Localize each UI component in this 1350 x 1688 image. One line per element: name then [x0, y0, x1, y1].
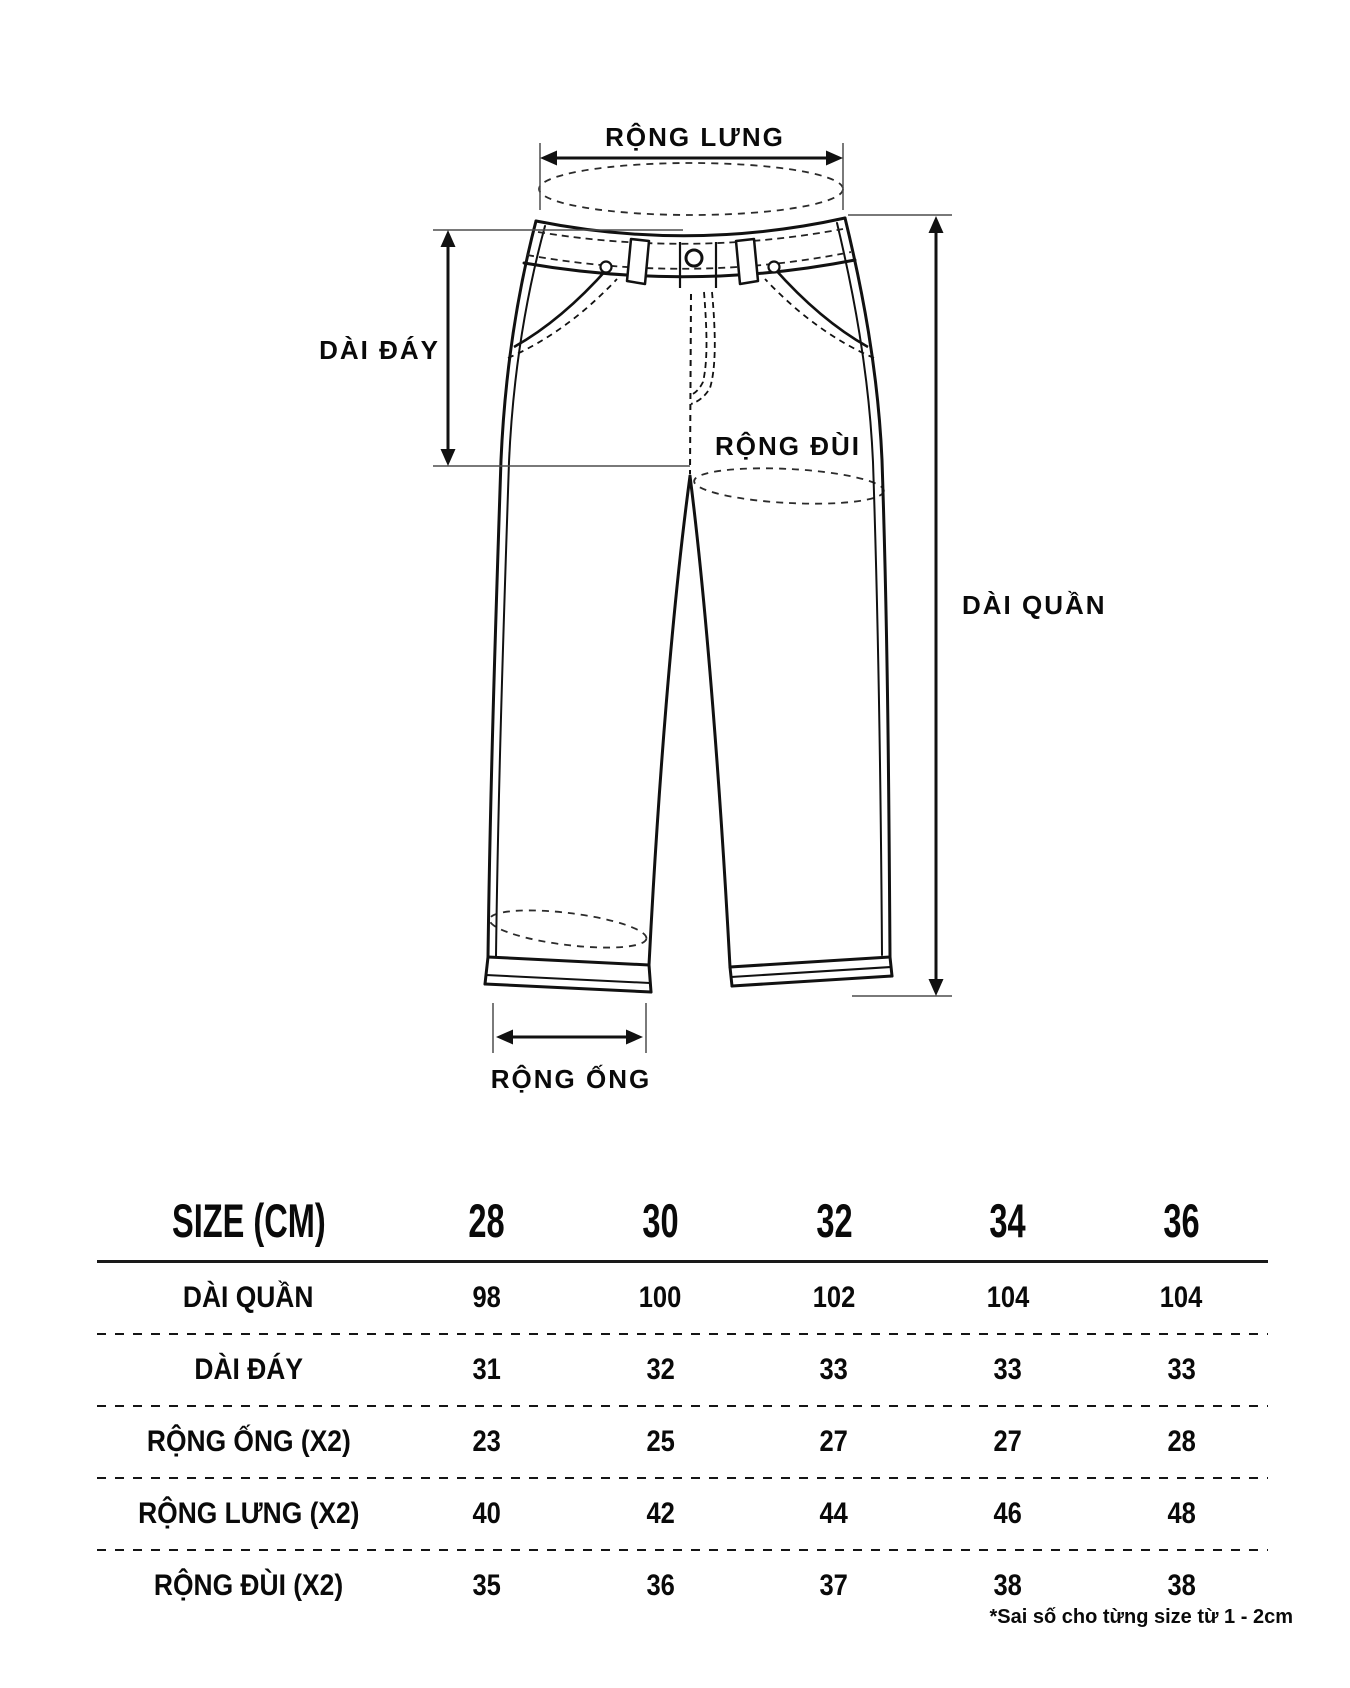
- cell-value: 102: [812, 1281, 856, 1314]
- table-row-rise-length: [97, 1335, 1268, 1405]
- table-row-pants-length: [97, 1263, 1268, 1333]
- size-34-header: 34: [989, 1195, 1026, 1248]
- cell-value: 25: [646, 1425, 675, 1458]
- size-30-header: 30: [642, 1195, 679, 1248]
- cell-value: 38: [1167, 1569, 1196, 1602]
- cell-value: 32: [646, 1353, 675, 1386]
- row-label: RỘNG ĐÙI (X2): [153, 1569, 344, 1602]
- fly-j-stitch: [691, 292, 707, 395]
- belt-loop-right: [736, 239, 758, 284]
- waist-width-label: RỘNG LƯNG: [605, 122, 785, 152]
- size-column-header: SIZE (CM): [171, 1195, 326, 1248]
- belt-loop-left: [627, 239, 649, 284]
- tolerance-footnote: *Sai số cho từng size từ 1 - 2cm: [989, 1606, 1293, 1628]
- hem-ellipse: [488, 903, 649, 954]
- left-pocket-rivet: [601, 262, 612, 273]
- cell-value: 46: [993, 1497, 1022, 1530]
- cell-value: 104: [986, 1281, 1029, 1314]
- cell-value: 100: [639, 1281, 682, 1314]
- cell-value: 42: [646, 1497, 675, 1530]
- size-table: [97, 1184, 1268, 1621]
- right-pocket-rivet: [769, 262, 780, 273]
- row-label: RỘNG ỐNG (X2): [146, 1425, 351, 1458]
- cell-value: 98: [472, 1281, 501, 1314]
- cell-value: 36: [646, 1569, 675, 1602]
- table-row-hem-width: [97, 1407, 1268, 1477]
- waist-ellipse: [539, 163, 843, 215]
- cell-value: 31: [472, 1353, 501, 1386]
- thigh-width-label: RỘNG ĐÙI: [715, 431, 861, 461]
- left-pocket-opening: [514, 268, 608, 347]
- waist-button: [686, 250, 702, 266]
- cell-value: 33: [1167, 1353, 1196, 1386]
- cell-value: 33: [993, 1353, 1022, 1386]
- hem-width-label: RỘNG ỐNG: [490, 1064, 652, 1094]
- cell-value: 33: [819, 1353, 849, 1386]
- cell-value: 28: [1167, 1425, 1196, 1458]
- table-row-waist-width: [97, 1479, 1268, 1549]
- size-36-header: 36: [1163, 1195, 1200, 1248]
- pants-length-label: DÀI QUẦN: [962, 590, 1107, 620]
- cell-value: 27: [993, 1425, 1022, 1458]
- cell-value: 23: [472, 1425, 501, 1458]
- cell-value: 37: [819, 1569, 849, 1602]
- size-table-header-row: [97, 1184, 1268, 1260]
- cell-value: 35: [472, 1569, 501, 1602]
- cell-value: 40: [472, 1497, 501, 1530]
- cell-value: 38: [993, 1569, 1022, 1602]
- thigh-ellipse: [693, 464, 885, 508]
- size-32-header: 32: [815, 1195, 853, 1248]
- rise-length-label: DÀI ĐÁY: [319, 335, 440, 365]
- size-28-header: 28: [468, 1195, 505, 1248]
- cell-value: 27: [819, 1425, 849, 1458]
- row-label: DÀI ĐÁY: [194, 1353, 303, 1386]
- reference-lines: [433, 143, 952, 1053]
- measurement-arrows: [441, 151, 944, 1045]
- fly-j-stitch-outer: [691, 292, 715, 404]
- measurement-ellipses: [488, 163, 885, 955]
- cell-value: 48: [1167, 1497, 1196, 1530]
- cell-value: 44: [819, 1497, 849, 1530]
- cell-value: 104: [1159, 1281, 1203, 1314]
- center-front-line: [690, 294, 691, 474]
- row-label: DÀI QUẦN: [183, 1281, 314, 1314]
- row-label: RỘNG LƯNG (X2): [137, 1497, 360, 1530]
